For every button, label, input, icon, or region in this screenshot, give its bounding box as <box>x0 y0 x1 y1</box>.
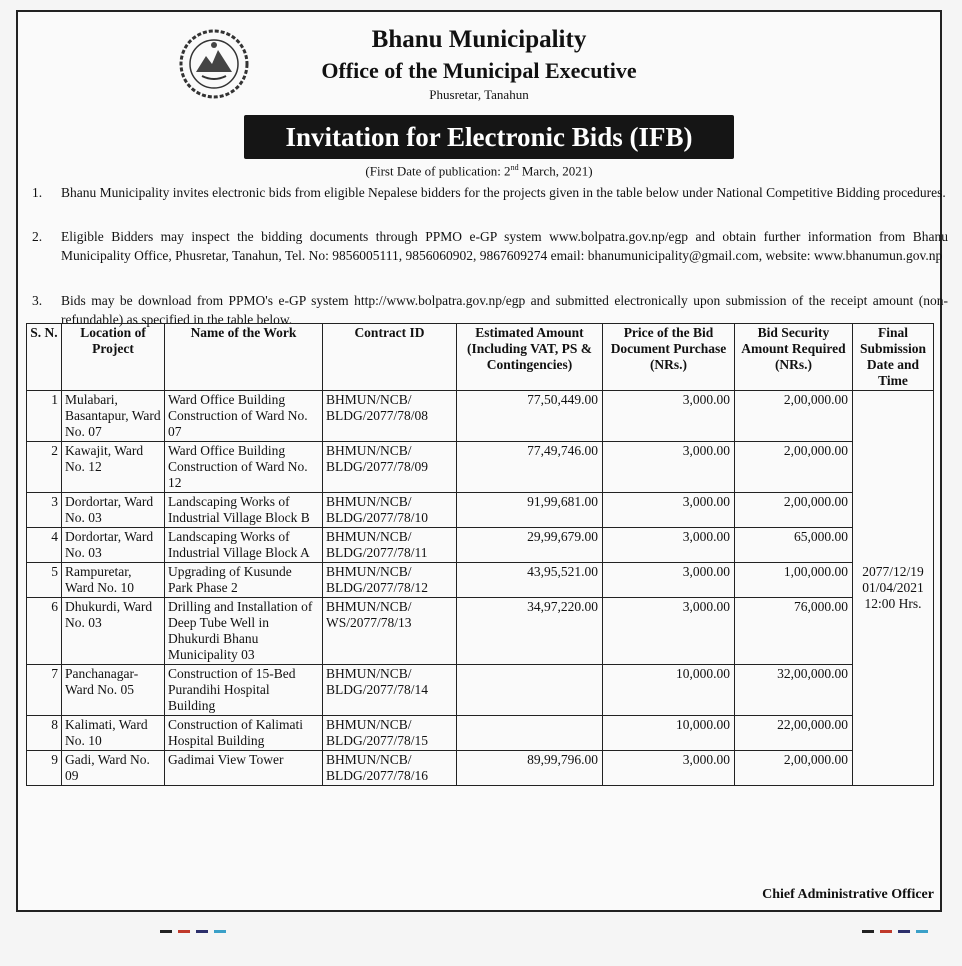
notice-title: Invitation for Electronic Bids (IFB) <box>244 115 734 159</box>
cell-contract: BHMUN/NCB/ BLDG/2077/78/14 <box>323 665 457 716</box>
cell-estimate: 91,99,681.00 <box>457 493 603 528</box>
cell-security: 2,00,000.00 <box>735 493 853 528</box>
cell-estimate: 34,97,220.00 <box>457 598 603 665</box>
cell-work: Construction of Kalimati Hospital Building <box>165 716 323 751</box>
cell-price: 3,000.00 <box>603 598 735 665</box>
cell-work: Ward Office Building Construction of Ward No. 12 <box>165 442 323 493</box>
table-row <box>27 493 934 528</box>
deco-dash <box>178 930 190 933</box>
cell-sn: 5 <box>27 563 62 598</box>
cell-security: 22,00,000.00 <box>735 716 853 751</box>
cell-contract: BHMUN/NCB/ BLDG/2077/78/09 <box>323 442 457 493</box>
cell-estimate <box>457 665 603 716</box>
office-name: Office of the Municipal Executive <box>321 58 637 83</box>
cell-location: Panchanagar- Ward No. 05 <box>62 665 165 716</box>
col-header-sn: S. N. <box>27 324 62 391</box>
signoff: Chief Administrative Officer <box>762 887 934 902</box>
deco-dash <box>898 930 910 933</box>
col-header-work: Name of the Work <box>165 324 323 391</box>
cell-security: 2,00,000.00 <box>735 751 853 786</box>
table-header <box>27 324 934 391</box>
col-header-estimate: Estimated Amount (Including VAT, PS & Contingencies) <box>457 324 603 391</box>
publication-date: (First Date of publication: 2nd March, 2021) <box>365 163 593 179</box>
deco-dash <box>916 930 928 933</box>
cell-contract: BHMUN/NCB/ BLDG/2077/78/15 <box>323 716 457 751</box>
cell-contract: BHMUN/NCB/ BLDG/2077/78/10 <box>323 493 457 528</box>
table-row <box>27 528 934 563</box>
cell-location: Dordortar, Ward No. 03 <box>62 528 165 563</box>
cell-contract: BHMUN/NCB/ BLDG/2077/78/11 <box>323 528 457 563</box>
cell-estimate: 89,99,796.00 <box>457 751 603 786</box>
cell-estimate: 77,49,746.00 <box>457 442 603 493</box>
cell-price: 10,000.00 <box>603 716 735 751</box>
cell-final-submission: 2077/12/19 01/04/2021 12:00 Hrs. <box>853 391 934 786</box>
cell-estimate: 43,95,521.00 <box>457 563 603 598</box>
table-row <box>27 716 934 751</box>
cell-work: Drilling and Installation of Deep Tube Well in Dhukurdi Bhanu Municipality 03 <box>165 598 323 665</box>
col-header-final: Final Submission Date and Time <box>853 324 934 391</box>
deco-dash <box>880 930 892 933</box>
cell-work: Landscaping Works of Industrial Village Block A <box>165 528 323 563</box>
cell-price: 3,000.00 <box>603 493 735 528</box>
table-row <box>27 391 934 442</box>
cell-security: 2,00,000.00 <box>735 442 853 493</box>
cell-sn: 9 <box>27 751 62 786</box>
cell-estimate <box>457 716 603 751</box>
table-row <box>27 563 934 598</box>
cell-work: Ward Office Building Construction of Ward No. 07 <box>165 391 323 442</box>
cell-security: 2,00,000.00 <box>735 391 853 442</box>
cell-contract: BHMUN/NCB/ BLDG/2077/78/16 <box>323 751 457 786</box>
cell-security: 1,00,000.00 <box>735 563 853 598</box>
deco-dash <box>196 930 208 933</box>
cell-sn: 1 <box>27 391 62 442</box>
cell-sn: 7 <box>27 665 62 716</box>
cell-work: Gadimai View Tower <box>165 751 323 786</box>
deco-dash <box>862 930 874 933</box>
deco-dash <box>160 930 172 933</box>
office-address: Phusretar, Tanahun <box>429 87 529 102</box>
table-row <box>27 442 934 493</box>
cell-work: Landscaping Works of Industrial Village Block B <box>165 493 323 528</box>
deco-dash <box>214 930 226 933</box>
cell-location: Kawajit, Ward No. 12 <box>62 442 165 493</box>
col-header-contract: Contract ID <box>323 324 457 391</box>
paragraph-2: 2. Eligible Bidders may inspect the bidding documents through PPMO e-GP system www.bolpatra.gov.np/egp and obtain further information from Bhanu Municipality Office, Phusretar, Tanahun, Tel. No: 9856005111, 9856060902, 9867609274 email: bhanumunicipality@gmail.com, website: www.bhanumun.gov.np <box>32 229 948 263</box>
cell-contract: BHMUN/NCB/ WS/2077/78/13 <box>323 598 457 665</box>
bids-table <box>26 323 934 786</box>
cell-sn: 3 <box>27 493 62 528</box>
cell-location: Gadi, Ward No. 09 <box>62 751 165 786</box>
cell-price: 3,000.00 <box>603 751 735 786</box>
cell-location: Mulabari, Basantapur, Ward No. 07 <box>62 391 165 442</box>
cell-price: 3,000.00 <box>603 442 735 493</box>
org-name: Bhanu Municipality <box>371 26 587 53</box>
cell-sn: 6 <box>27 598 62 665</box>
cell-work: Construction of 15-Bed Purandihi Hospital Building <box>165 665 323 716</box>
cell-contract: BHMUN/NCB/ BLDG/2077/78/08 <box>323 391 457 442</box>
table-row <box>27 598 934 665</box>
decorative-rule-right <box>862 930 928 933</box>
cell-location: Rampuretar, Ward No. 10 <box>62 563 165 598</box>
cell-sn: 4 <box>27 528 62 563</box>
cell-security: 76,000.00 <box>735 598 853 665</box>
cell-price: 10,000.00 <box>603 665 735 716</box>
table-row <box>27 665 934 716</box>
cell-price: 3,000.00 <box>603 391 735 442</box>
cell-sn: 2 <box>27 442 62 493</box>
cell-security: 65,000.00 <box>735 528 853 563</box>
cell-estimate: 29,99,679.00 <box>457 528 603 563</box>
cell-price: 3,000.00 <box>603 528 735 563</box>
cell-security: 32,00,000.00 <box>735 665 853 716</box>
cell-location: Dhukurdi, Ward No. 03 <box>62 598 165 665</box>
cell-estimate: 77,50,449.00 <box>457 391 603 442</box>
col-header-location: Location of Project <box>62 324 165 391</box>
cell-work: Upgrading of Kusunde Park Phase 2 <box>165 563 323 598</box>
paragraph-3: 3. Bids may be download from PPMO's e-GP system http://www.bolpatra.gov.np/egp and submitted electronically upon submission of the receipt amount (non-refundable) as specified in the table below. <box>32 293 948 327</box>
decorative-rule-left <box>160 930 226 933</box>
table-row <box>27 751 934 786</box>
cell-location: Dordortar, Ward No. 03 <box>62 493 165 528</box>
paragraph-1: 1. Bhanu Municipality invites electronic bids from eligible Nepalese bidders for the projects given in the table below under National Competitive Bidding procedures. <box>32 185 946 200</box>
cell-location: Kalimati, Ward No. 10 <box>62 716 165 751</box>
cell-price: 3,000.00 <box>603 563 735 598</box>
col-header-security: Bid Security Amount Required (NRs.) <box>735 324 853 391</box>
cell-sn: 8 <box>27 716 62 751</box>
cell-contract: BHMUN/NCB/ BLDG/2077/78/12 <box>323 563 457 598</box>
col-header-price: Price of the Bid Document Purchase (NRs.) <box>603 324 735 391</box>
